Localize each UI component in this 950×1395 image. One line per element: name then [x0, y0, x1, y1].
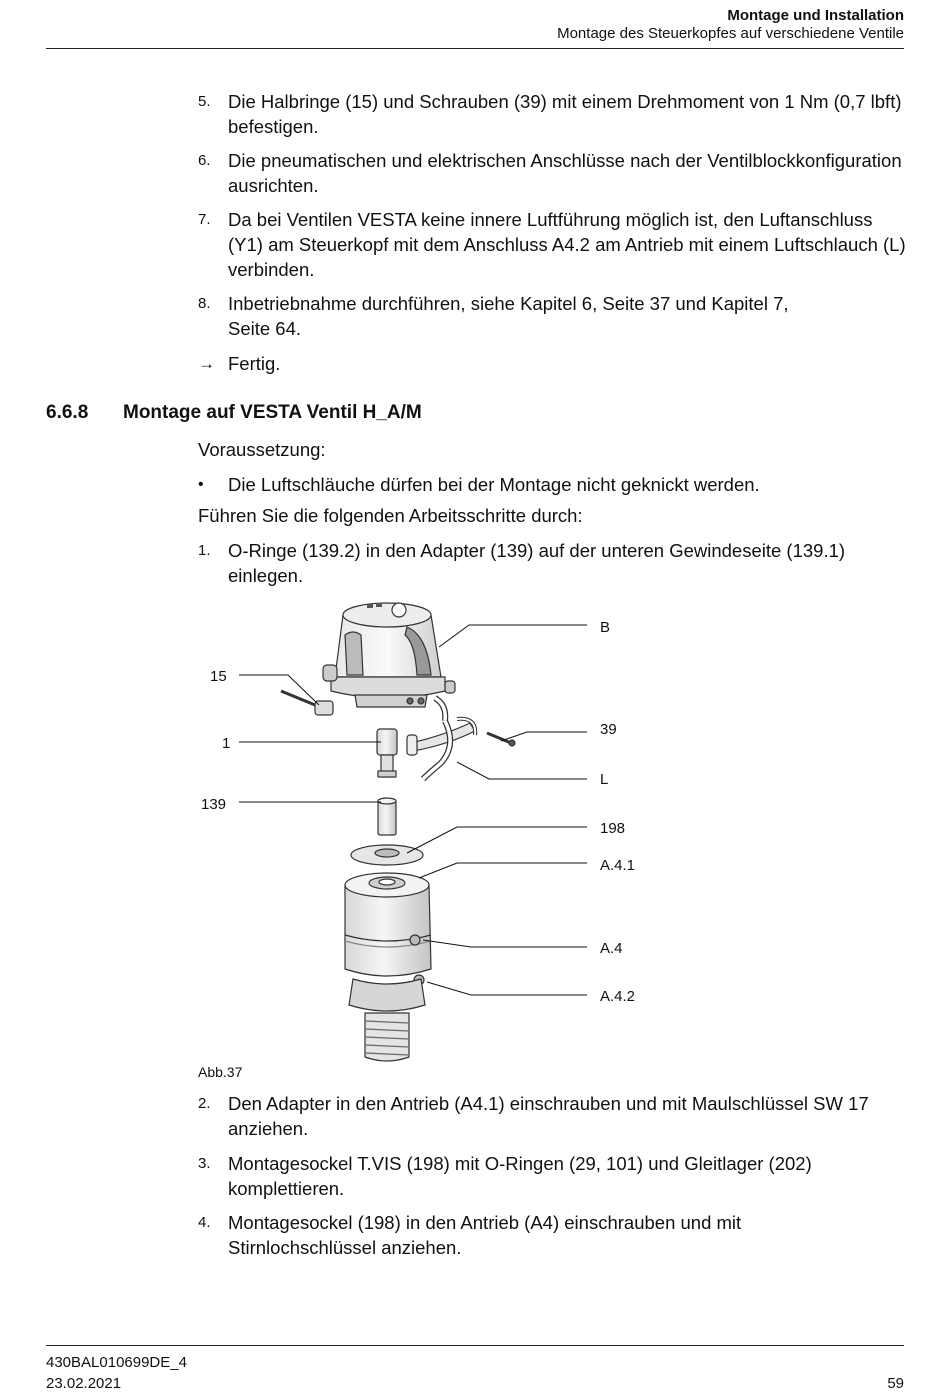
label-39: 39: [600, 721, 617, 738]
step-number: 1.: [198, 542, 211, 559]
adapter-drawing: [377, 729, 417, 777]
header-title: Montage und Installation: [727, 7, 904, 24]
bullet-icon: •: [198, 476, 204, 493]
step-text: Die pneumatischen und elektrischen Anschlüsse nach der Ventilblockkonfiguration ausrichten.: [228, 150, 902, 196]
air-hose-drawing: [423, 721, 450, 779]
step-number: 8.: [198, 295, 211, 312]
result-text: Fertig.: [228, 353, 281, 374]
label-A42: A.4.2: [600, 988, 636, 1005]
control-head-drawing: [323, 603, 455, 721]
step-number: 5.: [198, 93, 211, 110]
section-number: 6.6.8: [46, 402, 89, 423]
label-15: 15: [210, 668, 227, 685]
step-text: Die Halbringe (15) und Schrauben (39) mit einem Drehmoment von 1 Nm (0,7 lbft) befestigen.: [228, 91, 902, 137]
label-198: 198: [600, 820, 626, 837]
prerequisite-label: Voraussetzung:: [198, 439, 326, 460]
footer-divider: [46, 1345, 904, 1346]
adapter-139-drawing: [378, 798, 396, 835]
header-subtitle: Montage des Steuerkopfes auf verschiedene Ventile: [557, 25, 904, 42]
result-arrow-icon: →: [198, 354, 215, 373]
exploded-view-figure: [195, 595, 655, 1065]
step-number: 6.: [198, 152, 211, 169]
actuator-drawing: [345, 873, 431, 1061]
step-number: 7.: [198, 211, 211, 228]
step-number: 4.: [198, 1214, 211, 1231]
label-1: 1: [222, 735, 231, 752]
instruction-text: Führen Sie die folgenden Arbeitsschritte durch:: [198, 505, 583, 526]
step-number: 2.: [198, 1095, 211, 1112]
step-text: Den Adapter in den Antrieb (A4.1) einschrauben und mit Maulschlüssel SW 17 anziehen.: [228, 1093, 869, 1139]
header-divider: [46, 48, 904, 49]
step-text: Da bei Ventilen VESTA keine innere Luftführung möglich ist, den Luftanschluss (Y1) am Steuerkopf mit dem Anschluss A4.2 am Antrieb mit einem Luftschlauch (L) verbinden.: [228, 209, 906, 280]
step-text: O-Ringe (139.2) in den Adapter (139) auf der unteren Gewindeseite (139.1) einlegen.: [228, 540, 846, 586]
bullet-text: Die Luftschläuche dürfen bei der Montage nicht geknickt werden.: [228, 474, 760, 495]
mounting-base-drawing: [351, 845, 423, 865]
footer-page-number: 59: [887, 1375, 904, 1392]
label-B: B: [600, 619, 611, 636]
footer-doc-id: 430BAL010699DE_4: [46, 1354, 187, 1371]
label-139: 139: [201, 796, 227, 813]
label-A4: A.4: [600, 940, 623, 957]
step-text: Montagesockel (198) in den Antrieb (A4) einschrauben und mit Stirnlochschlüssel anziehen.: [228, 1212, 742, 1258]
label-A41: A.4.1: [600, 857, 636, 874]
footer-date: 23.02.2021: [46, 1375, 122, 1392]
label-L: L: [600, 771, 609, 788]
step-text: Montagesockel T.VIS (198) mit O-Ringen (29, 101) und Gleitlager (202) komplettieren.: [228, 1153, 812, 1199]
section-title: Montage auf VESTA Ventil H_A/M: [123, 402, 422, 423]
figure-caption: Abb.37: [198, 1064, 243, 1080]
step-number: 3.: [198, 1155, 211, 1172]
step-text: Inbetriebnahme durchführen, siehe Kapitel 6, Seite 37 und Kapitel 7, Seite 64.: [228, 293, 789, 339]
